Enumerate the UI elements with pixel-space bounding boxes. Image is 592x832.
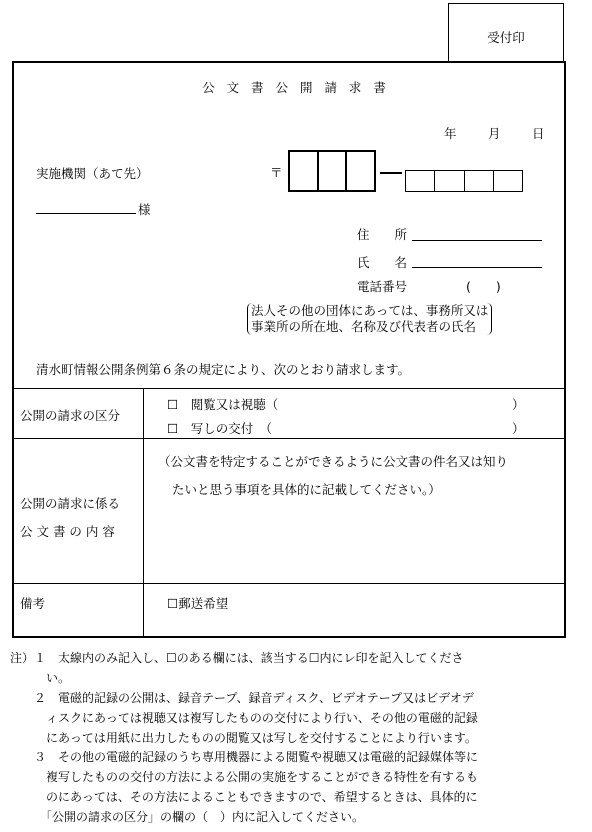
note-line: 複写したものの交付の方法による公開の実施をすることができる特性を有するも	[10, 770, 479, 785]
document-content-hint-line2: たいと思う事項を具体的に記載してください。）	[172, 482, 441, 497]
document-content-hint	[158, 448, 508, 504]
document-content-label-line2: 公 文 書 の 内 容	[20, 524, 115, 539]
address-label: 住 所	[357, 227, 408, 242]
postal-code-first-boxes[interactable]	[288, 150, 376, 192]
request-statement: 清水町情報公開条例第６条の規定により、次のとおり請求します。	[36, 362, 411, 377]
table-column-divider	[143, 388, 144, 636]
postal-digit-box[interactable]	[465, 171, 494, 191]
phone-label: 電話番号	[357, 279, 408, 294]
postal-digit-box[interactable]	[406, 171, 435, 191]
name-label: 氏 名	[357, 255, 408, 270]
postal-digit-box[interactable]	[494, 171, 522, 191]
note-line: にあっては用紙に出力したものの閲覧又は写しを交付することにより行います。	[10, 730, 477, 745]
postal-digit-box[interactable]	[435, 171, 464, 191]
postal-code-second-boxes[interactable]	[405, 170, 523, 192]
honorific-label: 様	[138, 202, 151, 217]
date-year-label: 年	[444, 126, 457, 141]
disclosure-section-bottom-line	[13, 438, 565, 439]
document-content-input-area[interactable]	[150, 500, 560, 578]
note-line: のにあっては、その方法によることもできますので、希望するときは、具体的に	[10, 790, 478, 805]
phone-field[interactable]: ( )	[466, 279, 501, 294]
corp-note	[247, 303, 492, 335]
remarks-label: 備考	[20, 596, 46, 611]
postal-digit-box[interactable]	[319, 152, 348, 190]
corp-note-line1: 法人その他の団体にあっては、事務所又は	[251, 303, 489, 318]
note-line: 「公開の請求の区分」の欄の（ ）内に記入してください。	[10, 810, 365, 825]
address-field[interactable]	[412, 240, 542, 241]
note-line: ィスクにあっては視聴又は複写したものの交付により行い、その他の電磁的記録	[10, 710, 478, 725]
table-top-line	[13, 388, 565, 389]
form-title: 公 文 書 公 開 請 求 書	[202, 80, 390, 95]
mail-request-checkbox[interactable]: ☐郵送希望	[167, 596, 229, 611]
recipient-name-underline[interactable]	[36, 213, 136, 214]
note-line: ３ その他の電磁的記録のうち専用機器による閲覧や視聴又は電磁的記録媒体等に	[10, 750, 479, 765]
receipt-stamp-box	[448, 3, 564, 61]
date-month-label: 月	[488, 126, 501, 141]
note-line: い。	[10, 670, 71, 685]
name-field[interactable]	[412, 267, 542, 268]
disclosure-type-label: 公開の請求の区分	[20, 408, 121, 423]
postal-dash	[380, 172, 402, 174]
postal-digit-box[interactable]	[347, 152, 374, 190]
note-line: 注）１ 太線内のみ記入し、☐のある欄には、該当する☐内にレ印を記入してくださ	[10, 651, 464, 665]
option-view-checkbox[interactable]: ☐ 閲覧又は視聴（	[167, 397, 279, 412]
recipient-label: 実施機関（あて先）	[36, 166, 149, 181]
corp-note-line2: 事業所の所在地、名称及び代表者の氏名	[251, 319, 477, 334]
postal-mark: 〒	[270, 165, 283, 180]
date-day-label: 日	[532, 126, 545, 141]
document-content-label-line1: 公開の請求に係る	[20, 496, 121, 511]
option-copy-close-paren: ）	[512, 421, 525, 436]
document-content-label	[20, 490, 120, 546]
postal-digit-box[interactable]	[290, 152, 319, 190]
option-copy-checkbox[interactable]: ☐ 写しの交付 （	[167, 421, 272, 436]
option-view-close-paren: ）	[512, 397, 525, 412]
content-section-bottom-line	[13, 583, 565, 584]
document-content-hint-line1: （公文書を特定することができるように公文書の件名又は知り	[158, 454, 509, 469]
note-line: ２ 電磁的記録の公開は、録音テープ、録音ディスク、ビデオテープ又はビデオデ	[10, 690, 474, 705]
receipt-stamp-label: 受付印	[487, 30, 525, 45]
